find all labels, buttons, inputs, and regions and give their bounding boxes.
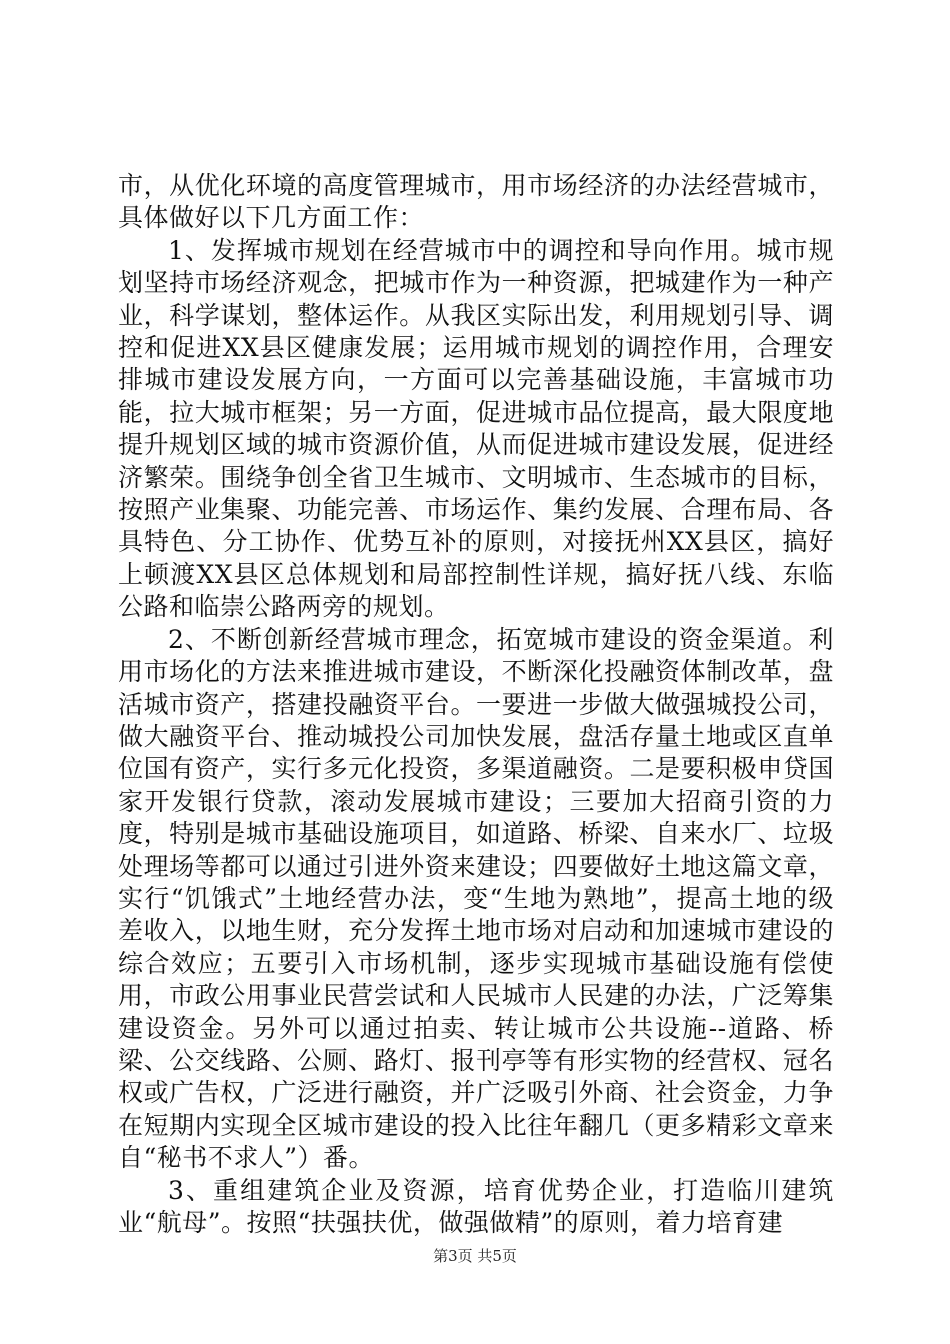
paragraph-item-2: 2、不断创新经营城市理念，拓宽城市建设的资金渠道。利用市场化的方法来推进城市建设，不断深化投融资体制改革，盘活城市资产，搭建投融资平台。一要进一步做大做强城投公司，做大融资平台、推动城投公司加快发展，盘活存量土地或区直单位国有资产，实行多元化投资，多渠道融资。二是要积极申贷国家开发银行贷款，滚动发展城市建设；三要加大招商引资的力度，特别是城市基础设施项目，如道路、桥梁、自来水厂、垃圾处理场等都可以通过引进外资来建设；四要做好土地这篇文章，实行“饥饿式”土地经营办法，变“生地为熟地”，提高土地的级差收入，以地生财，充分发挥土地市场对启动和加速城市建设的综合效应；五要引入市场机制，逐步实现城市基础设施有偿使用，市政公用事业民营尝试和人民城市人民建的办法，广泛筹集建设资金。另外可以通过拍卖、转让城市公共设施--道路、桥梁、公交线路、公厕、路灯、报刊亭等有形实物的经营权、冠名权或广告权，广泛进行融资，并广泛吸引外商、社会资金，力争在短期内实现全区城市建设的投入比往年翻几（更多精彩文章来自“秘书不求人”）番。 [118, 624, 834, 1173]
paragraph-item-1: 1、发挥城市规划在经营城市中的调控和导向作用。城市规划坚持市场经济观念，把城市作为一种资源，把城建作为一种产业，科学谋划，整体运作。从我区实际出发，利用规划引导、调控和促进XX县区健康发展；运用城市规划的调控作用，合理安排城市建设发展方向，一方面可以完善基础设施，丰富城市功能，拉大城市框架；另一方面，促进城市品位提高，最大限度地提升规划区域的城市资源价值，从而促进城市建设发展，促进经济繁荣。围绕争创全省卫生城市、文明城市、生态城市的目标，按照产业集聚、功能完善、市场运作、集约发展、合理布局、各具特色、分工协作、优势互补的原则，对接抚州XX县区，搞好上顿渡XX县区总体规划和局部控制性详规，搞好抚八线、东临公路和临崇公路两旁的规划。 [118, 235, 834, 622]
page-number-footer: 第3页 共5页 [433, 1247, 517, 1265]
paragraph-item-3: 3、重组建筑企业及资源，培育优势企业，打造临川建筑业“航母”。按照“扶强扶优，做强做精”的原则，着力培育建 [118, 1175, 834, 1237]
paragraph-continuation: 市，从优化环境的高度管理城市，用市场经济的办法经营城市，具体做好以下几方面工作： [118, 171, 834, 233]
document-body [118, 170, 834, 1239]
